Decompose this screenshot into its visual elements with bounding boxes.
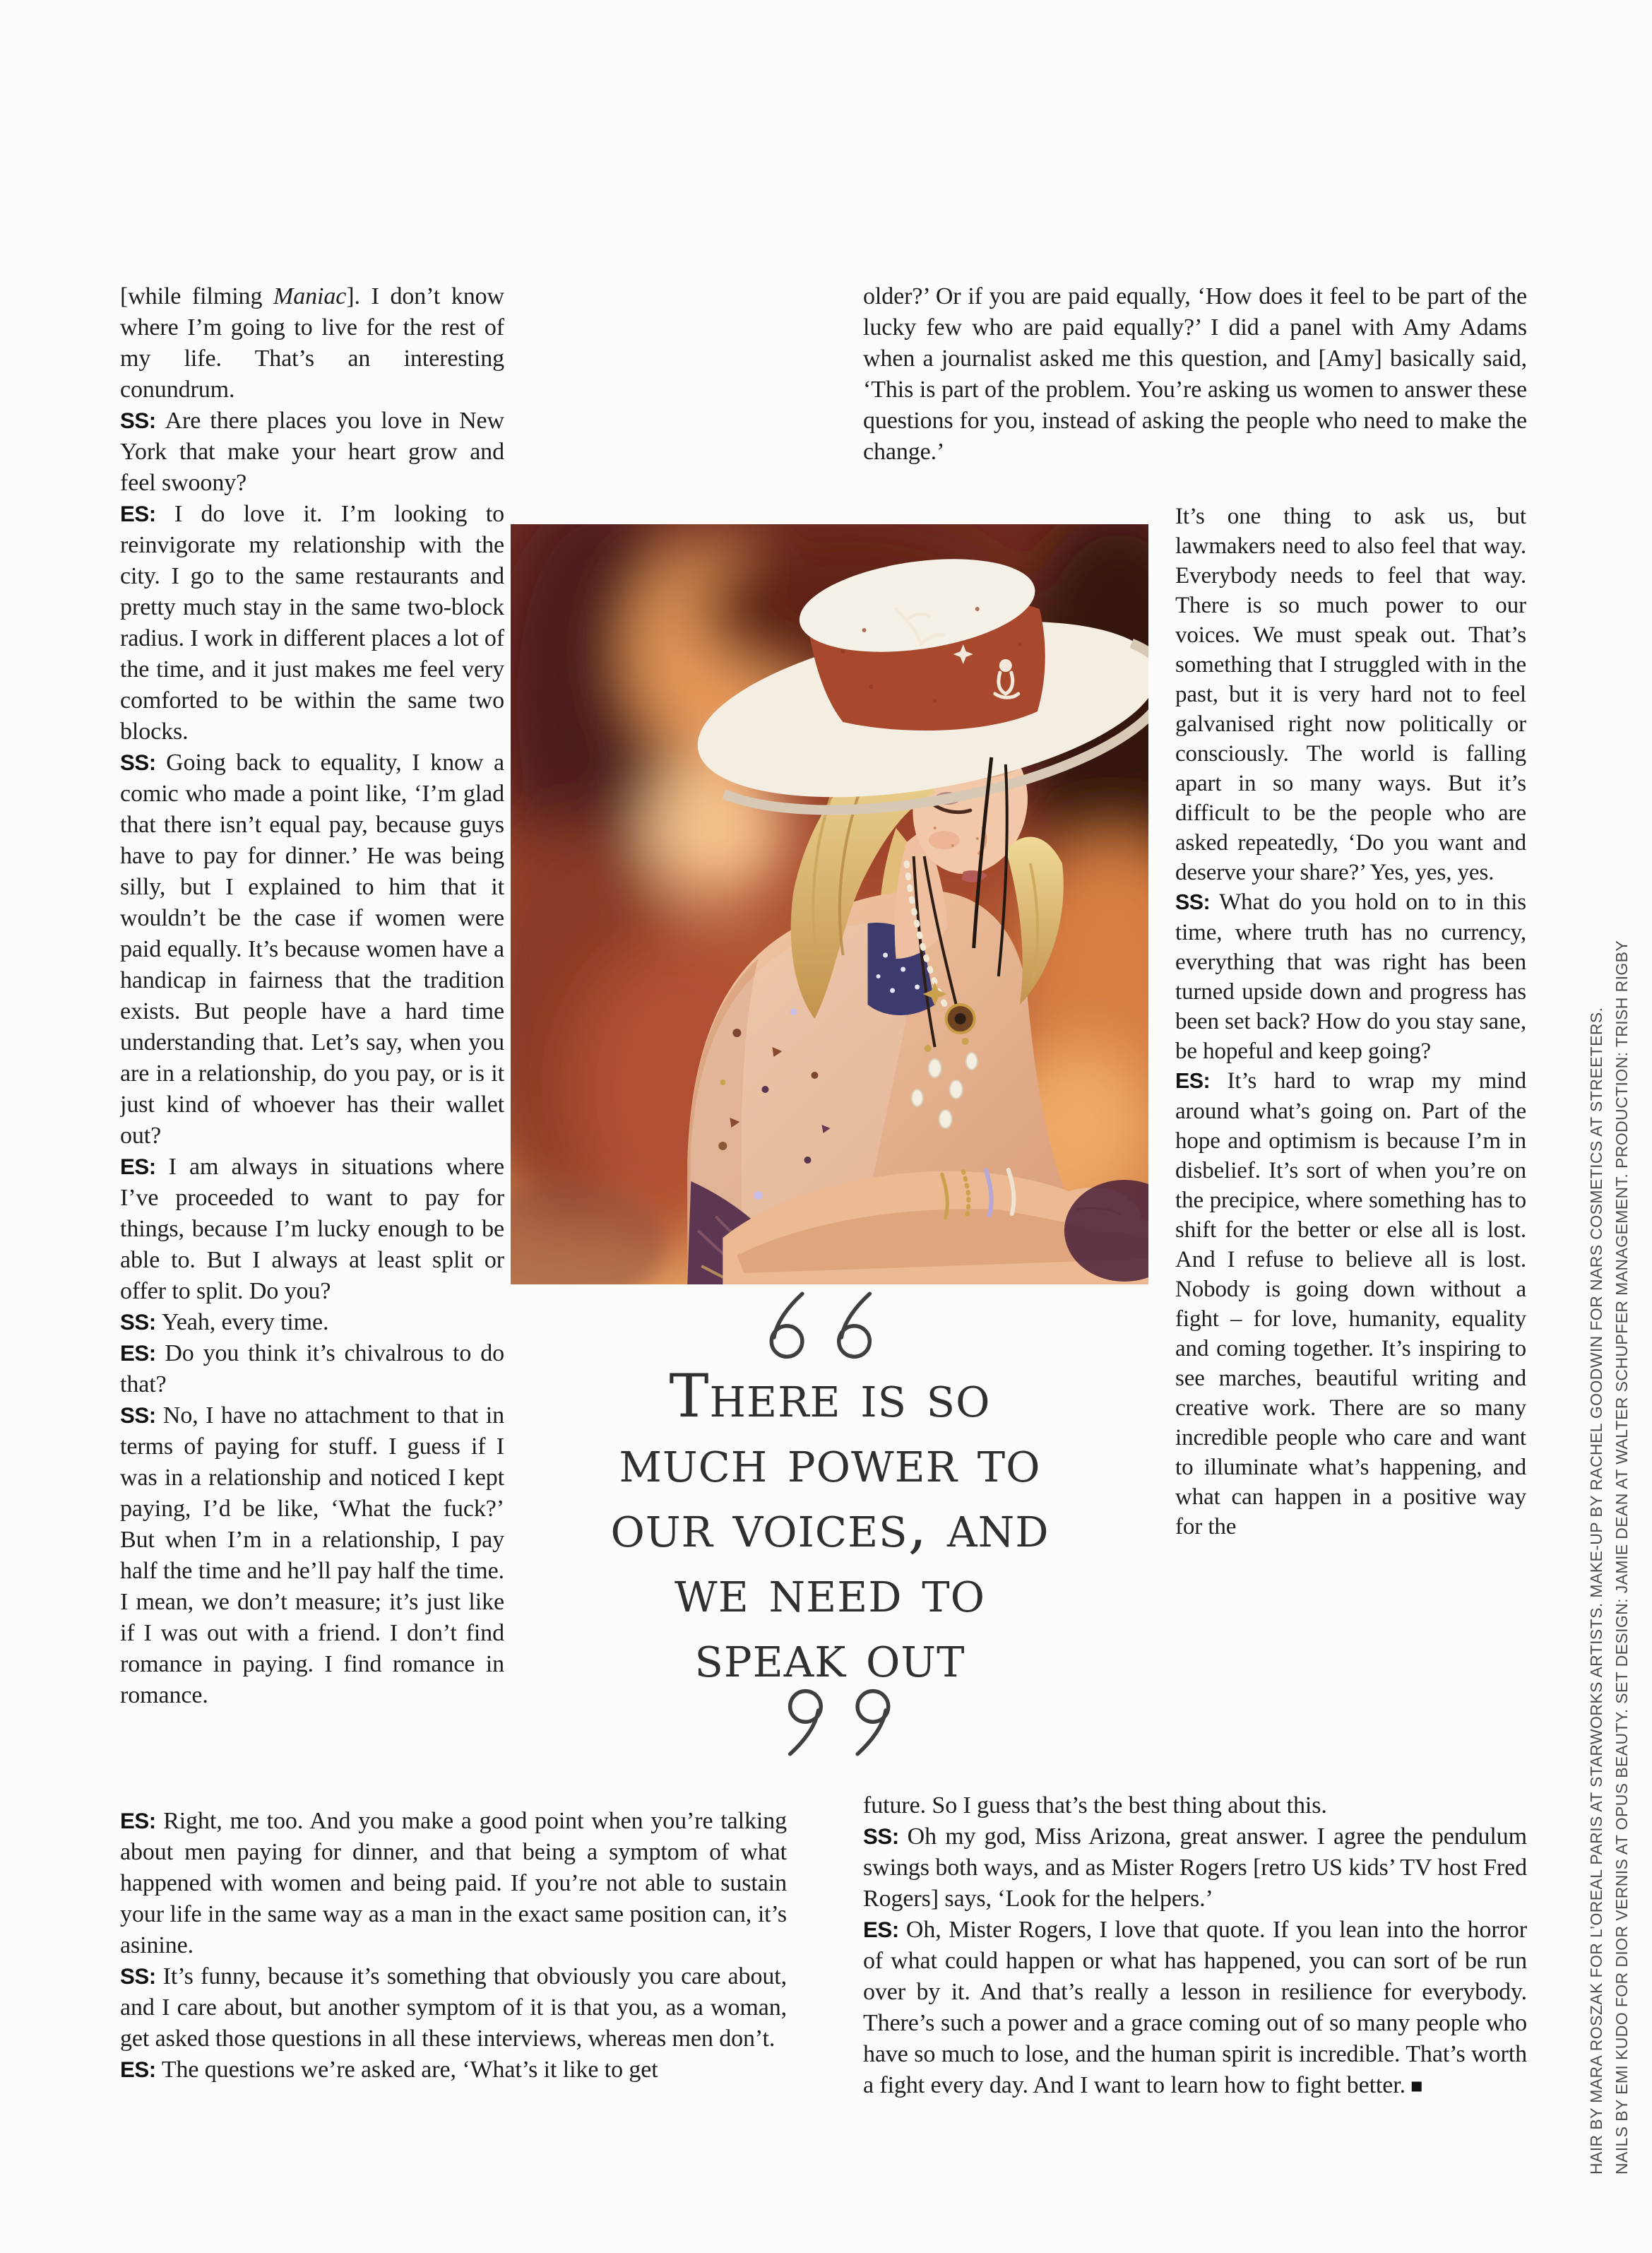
close-quote-icon bbox=[759, 1689, 901, 1759]
paragraph bbox=[863, 1821, 1527, 1915]
text-run: It’s funny, because it’s something that obviously you care about, and I care about, but another symptom of it is that you, as a woman, get asked those questions in all these interviews, whereas men don’t. bbox=[120, 1963, 787, 2052]
text-run: older?’ Or if you are paid equally, ‘How does it feel to be part of the lucky few who are paid equally?’ I did a panel with Amy Adams when a journalist asked me this question, and [Amy] basically said, ‘This is part of the problem. You’re asking us women to answer these questions for you, instead of asking the people who need to make the change.’ bbox=[863, 283, 1527, 465]
column-left-bottom bbox=[120, 1806, 787, 2163]
speaker-label: ES: bbox=[120, 1809, 164, 1833]
text-run: Oh, Mister Rogers, I love that quote. If you lean into the horror of what could happen or what has happened, you can sort of be run over by it. And that’s really a lesson in resilience for everybody. There’s such a power and a grace coming out of so many people who have so much to lose, and the human spirit is incredible. That’s worth a fight every day. And I want to learn how to fight better. bbox=[863, 1917, 1527, 2098]
text-run: Oh my god, Miss Arizona, great answer. I agree the pendulum swings both ways, and as Mister Rogers [retro US kids’ TV host Fred Rogers] says, ‘Look for the helpers.’ bbox=[863, 1823, 1527, 1912]
paragraph bbox=[1175, 502, 1526, 887]
speaker-label: ES: bbox=[120, 2057, 162, 2082]
text-run: No, I have no attachment to that in terms of paying for stuff. I guess if I was in a relationship and noticed I kept paying, I’d be like, ‘What the fuck?’ But when I’m in a relationship, I pay half the time and he’ll pay half the time. I mean, we don’t measure; it’s just like if I was out with a friend. I don’t find romance in paying. I find romance in romance. bbox=[120, 1402, 504, 1708]
text-run: I do love it. I’m looking to reinvigorate my relationship with the city. I go to the same restaurants and pretty much stay in the same two-block radius. I work in different places a lot of the time, and it just makes me feel very comforted to be within the same two blocks. bbox=[120, 501, 504, 745]
speaker-label: SS: bbox=[120, 1964, 163, 1989]
speaker-label: ES: bbox=[120, 502, 174, 526]
paragraph bbox=[120, 1338, 504, 1400]
paragraph bbox=[120, 2054, 787, 2086]
paragraph bbox=[120, 1806, 787, 1961]
paragraph bbox=[120, 281, 504, 406]
text-run: What do you hold on to in this time, where truth has no currency, everything that was right has been turned upside down and progress has been set back? How do you stay sane, be hopeful and keep going? bbox=[1175, 889, 1526, 1064]
text-run: It’s hard to wrap my mind around what’s going on. Part of the hope and optimism is because I’m in disbelief. It’s sort of when you’re on the precipice, where something has to shift for the better or else all is lost. And I refuse to believe all is lost. Nobody is going down without a fight – for love, humanity, equality and coming together. It’s inspiring to see marches, beautiful writing and creative work. There are so many incredible people who care and want to illuminate what’s happening, and what can happen in a positive way for the bbox=[1175, 1068, 1526, 1539]
speaker-label: SS: bbox=[120, 1310, 162, 1335]
speaker-label: ES: bbox=[120, 1154, 169, 1179]
text-run: I am always in situations where I’ve proceeded to want to pay for things, because I’m lucky enough to be able to. But I always at least split or offer to split. Do you? bbox=[120, 1154, 504, 1304]
paragraph bbox=[863, 1790, 1527, 1821]
paragraph bbox=[120, 1307, 504, 1338]
photo-credits bbox=[1583, 892, 1634, 2175]
text-run: Going back to equality, I know a comic who made a point like, ‘I’m glad that there isn’t equal pay, because guys have to pay for dinner.’ He was being silly, but I explained to him that it wouldn’t be the case if women were paid equally. It’s because women have a handicap in fairness that the tradition exists. But people have a hard time understanding that. Let’s say, when you are in a relationship, do you pay, or is it just kind of whoever has their wallet out? bbox=[120, 750, 504, 1149]
text-run: ]. I don’t know where I’m going to live for the rest of my life. That’s an interesting conundrum. bbox=[120, 283, 504, 403]
column-right-bottom bbox=[863, 1790, 1527, 2175]
speaker-label: SS: bbox=[120, 408, 165, 433]
text-run: The questions we’re asked are, ‘What’s it like to get bbox=[161, 2057, 658, 2083]
speaker-label: ES: bbox=[120, 1341, 165, 1366]
speaker-label: SS: bbox=[120, 1403, 163, 1428]
text-run: Yeah, every time. bbox=[161, 1309, 329, 1335]
credits-line: NAILS BY EMI KUDO FOR DIOR VERNIS AT OPUS BEAUTY. SET DESIGN: JAMIE DEAN AT WALTER SCHUPFER MANAGEMENT. PRODUCTION: TRISH RIGBY bbox=[1612, 940, 1631, 2175]
speaker-label: ES: bbox=[1175, 1070, 1228, 1093]
speaker-label: SS: bbox=[863, 1824, 908, 1849]
paragraph bbox=[120, 1400, 504, 1711]
photo-illustration bbox=[511, 524, 1148, 1284]
speaker-label: SS: bbox=[120, 750, 167, 775]
text-run: It’s one thing to ask us, but lawmakers need to also feel that way. Everybody needs to feel that way. There is so much power to our voices. We must speak out. That’s something that I struggled with in the past, but it is very hard not to feel galvanised right now politically or consciously. The world is falling apart in so many ways. But it’s difficult to be the people who are asked repeatedly, ‘Do you want and deserve your share?’ Yes, yes, yes. bbox=[1175, 504, 1526, 885]
text-run: Do you think it’s chivalrous to do that? bbox=[120, 1340, 504, 1397]
editorial-photo bbox=[511, 524, 1148, 1284]
speaker-label: SS: bbox=[1175, 891, 1220, 914]
paragraph bbox=[120, 406, 504, 499]
pull-quote bbox=[518, 1289, 1142, 1776]
open-quote-icon bbox=[759, 1289, 901, 1359]
column-right-narrow bbox=[1175, 502, 1526, 1786]
pull-quote-line: much power to bbox=[619, 1426, 1041, 1496]
column-left-narrow bbox=[120, 281, 504, 1804]
text-run: Right, me too. And you make a good point when you’re talking about men paying for dinner, and that being a symptom of what happened with women and being paid. If you’re not able to sustain your life in the same way as a man in the exact same position can, it’s asinine. bbox=[120, 1808, 787, 1958]
pull-quote-line: we need to bbox=[675, 1556, 985, 1626]
text-run: [while filming bbox=[120, 283, 274, 309]
pull-quote-line: speak out bbox=[694, 1621, 965, 1691]
italic-title: Maniac bbox=[273, 283, 347, 309]
paragraph bbox=[863, 281, 1527, 468]
paragraph bbox=[1175, 887, 1526, 1066]
paragraph bbox=[1175, 1066, 1526, 1542]
text-run: future. So I guess that’s the best thing about this. bbox=[863, 1792, 1327, 1819]
paragraph bbox=[120, 499, 504, 747]
paragraph bbox=[120, 1152, 504, 1307]
paragraph bbox=[120, 1961, 787, 2054]
column-right-top bbox=[863, 281, 1527, 500]
pull-quote-line: There is so bbox=[669, 1361, 991, 1431]
speaker-label: ES: bbox=[863, 1917, 906, 1942]
end-mark-square: ■ bbox=[1406, 2075, 1423, 2098]
paragraph bbox=[120, 747, 504, 1152]
text-run: Are there places you love in New York that make your heart grow and feel swoony? bbox=[120, 408, 504, 496]
pull-quote-text bbox=[518, 1361, 1142, 1691]
paragraph bbox=[863, 1915, 1527, 2102]
credits-line: HAIR BY MARA ROSZAK FOR L’OREAL PARIS AT STARWORKS ARTISTS. MAKE-UP BY RACHEL GOODWIN FOR NARS COSMETICS AT STREETERS. bbox=[1587, 1007, 1605, 2175]
pull-quote-line: our voices, and bbox=[610, 1491, 1050, 1561]
